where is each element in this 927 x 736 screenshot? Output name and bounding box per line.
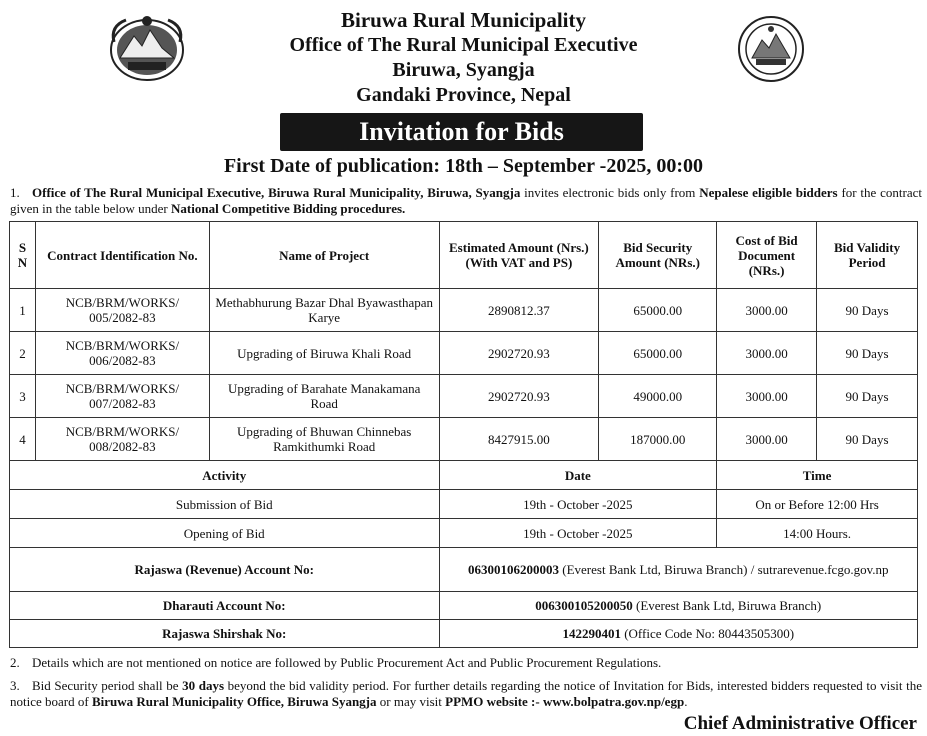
account-detail: (Office Code No: 80443505300) xyxy=(620,626,795,641)
row-estimate: 2902720.93 xyxy=(439,375,599,418)
paragraph-2 xyxy=(10,655,922,671)
column-header-cost-document: Cost of Bid Document (NRs.) xyxy=(717,222,817,289)
row-cost: 3000.00 xyxy=(717,418,817,461)
column-header-bid-security: Bid Security Amount (NRs.) xyxy=(599,222,717,289)
activity-time: 14:00 Hours. xyxy=(717,519,918,548)
row-security: 65000.00 xyxy=(599,289,717,332)
account-value xyxy=(439,548,918,592)
row-contract-id: NCB/BRM/WORKS/ 008/2082-83 xyxy=(35,418,209,461)
paragraph-number: 3. xyxy=(10,678,20,693)
account-row xyxy=(10,620,918,648)
row-validity: 90 Days xyxy=(817,289,918,332)
row-project-name: Upgrading of Bhuwan Chinnebas Ramkithumki Road xyxy=(209,418,439,461)
bids-table xyxy=(9,221,918,648)
paragraph-1 xyxy=(10,185,922,217)
account-row xyxy=(10,592,918,620)
activity-name: Submission of Bid xyxy=(10,490,440,519)
table-header-row xyxy=(10,222,918,289)
activity-time: On or Before 12:00 Hrs xyxy=(717,490,918,519)
row-cost: 3000.00 xyxy=(717,289,817,332)
row-sn: 2 xyxy=(10,332,36,375)
activity-date: 19th - October -2025 xyxy=(439,519,717,548)
column-header-contract-id: Contract Identification No. xyxy=(35,222,209,289)
row-contract-id: NCB/BRM/WORKS/ 005/2082-83 xyxy=(35,289,209,332)
province-name: Gandaki Province, Nepal xyxy=(356,84,571,106)
account-label: Rajaswa Shirshak No: xyxy=(10,620,440,648)
account-label: Dharauti Account No: xyxy=(10,592,440,620)
row-sn: 3 xyxy=(10,375,36,418)
account-detail: (Everest Bank Ltd, Biruwa Branch) / sutrarevenue.fcgo.gov.np xyxy=(559,562,889,577)
paragraph-text: for the contract given in the table below under xyxy=(10,185,923,216)
account-row xyxy=(10,548,918,592)
paragraph-text: Bid Security period shall be xyxy=(32,678,183,693)
paragraph-text: beyond the bid validity period. For further details regarding the notice of Invitation for Bids, interested bidders requested to visit the notice board of xyxy=(10,678,922,709)
publication-date: First Date of publication: 18th – September -2025, 00:00 xyxy=(223,155,704,177)
row-sn: 4 xyxy=(10,418,36,461)
row-cost: 3000.00 xyxy=(717,375,817,418)
row-project-name: Methabhurung Bazar Dhal Byawasthapan Karye xyxy=(209,289,439,332)
eligible-bidders-text: Nepalese eligible bidders xyxy=(699,185,838,200)
activity-header-row xyxy=(10,461,918,490)
account-detail: (Everest Bank Ltd, Biruwa Branch) xyxy=(632,598,822,613)
row-security: 65000.00 xyxy=(599,332,717,375)
ppmo-website-link[interactable]: PPMO website :- www.bolpatra.gov.np/egp xyxy=(445,694,685,709)
table-row xyxy=(10,289,918,332)
paragraph-text: or may visit xyxy=(376,694,446,709)
activity-header: Activity xyxy=(10,461,440,490)
paragraph-text: . xyxy=(684,694,688,709)
table-row xyxy=(10,332,918,375)
row-validity: 90 Days xyxy=(817,375,918,418)
date-header: Date xyxy=(439,461,717,490)
row-validity: 90 Days xyxy=(817,418,918,461)
row-validity: 90 Days xyxy=(817,332,918,375)
issuer-text: Office of The Rural Municipal Executive, Biruwa Rural Municipality, Biruwa, Syangja xyxy=(32,185,521,200)
notice-title-banner: Invitation for Bids xyxy=(280,113,643,151)
paragraph-text: invites electronic bids only from xyxy=(520,185,700,200)
row-cost: 3000.00 xyxy=(717,332,817,375)
office-notice-board-text: Biruwa Rural Municipality Office, Biruwa Syangja xyxy=(91,694,377,709)
account-value xyxy=(439,592,918,620)
table-row xyxy=(10,375,918,418)
row-contract-id: NCB/BRM/WORKS/ 006/2082-83 xyxy=(35,332,209,375)
paragraph-3 xyxy=(10,678,922,710)
time-header: Time xyxy=(717,461,918,490)
office-name: Office of The Rural Municipal Executive xyxy=(289,34,638,56)
row-contract-id: NCB/BRM/WORKS/ 007/2082-83 xyxy=(35,375,209,418)
office-location: Biruwa, Syangja xyxy=(392,59,535,81)
row-sn: 1 xyxy=(10,289,36,332)
account-number: 06300106200003 xyxy=(468,562,560,577)
signature-title: Chief Administrative Officer xyxy=(683,713,917,734)
municipality-name: Biruwa Rural Municipality xyxy=(340,8,587,32)
account-number: 142290401 xyxy=(562,626,621,641)
paragraph-number: 2. xyxy=(10,655,20,670)
account-value xyxy=(439,620,918,648)
row-estimate: 2890812.37 xyxy=(439,289,599,332)
account-number: 006300105200050 xyxy=(535,598,633,613)
column-header-estimated-amount: Estimated Amount (Nrs.) (With VAT and PS) xyxy=(439,222,599,289)
row-project-name: Upgrading of Barahate Manakamana Road xyxy=(209,375,439,418)
row-estimate: 2902720.93 xyxy=(439,332,599,375)
row-estimate: 8427915.00 xyxy=(439,418,599,461)
column-header-sn: S N xyxy=(10,222,36,289)
security-period-text: 30 days xyxy=(182,678,225,693)
row-security: 49000.00 xyxy=(599,375,717,418)
activity-date: 19th - October -2025 xyxy=(439,490,717,519)
activity-row xyxy=(10,519,918,548)
column-header-project-name: Name of Project xyxy=(209,222,439,289)
account-label: Rajaswa (Revenue) Account No: xyxy=(10,548,440,592)
paragraph-number: 1. xyxy=(10,185,20,200)
row-project-name: Upgrading of Biruwa Khali Road xyxy=(209,332,439,375)
row-security: 187000.00 xyxy=(599,418,717,461)
paragraph-text: Details which are not mentioned on notice are followed by Public Procurement Act and Public Procurement Regulations. xyxy=(32,655,662,670)
activity-row xyxy=(10,490,918,519)
column-header-validity: Bid Validity Period xyxy=(817,222,918,289)
table-row xyxy=(10,418,918,461)
activity-name: Opening of Bid xyxy=(10,519,440,548)
procedure-text: National Competitive Bidding procedures. xyxy=(171,201,406,216)
